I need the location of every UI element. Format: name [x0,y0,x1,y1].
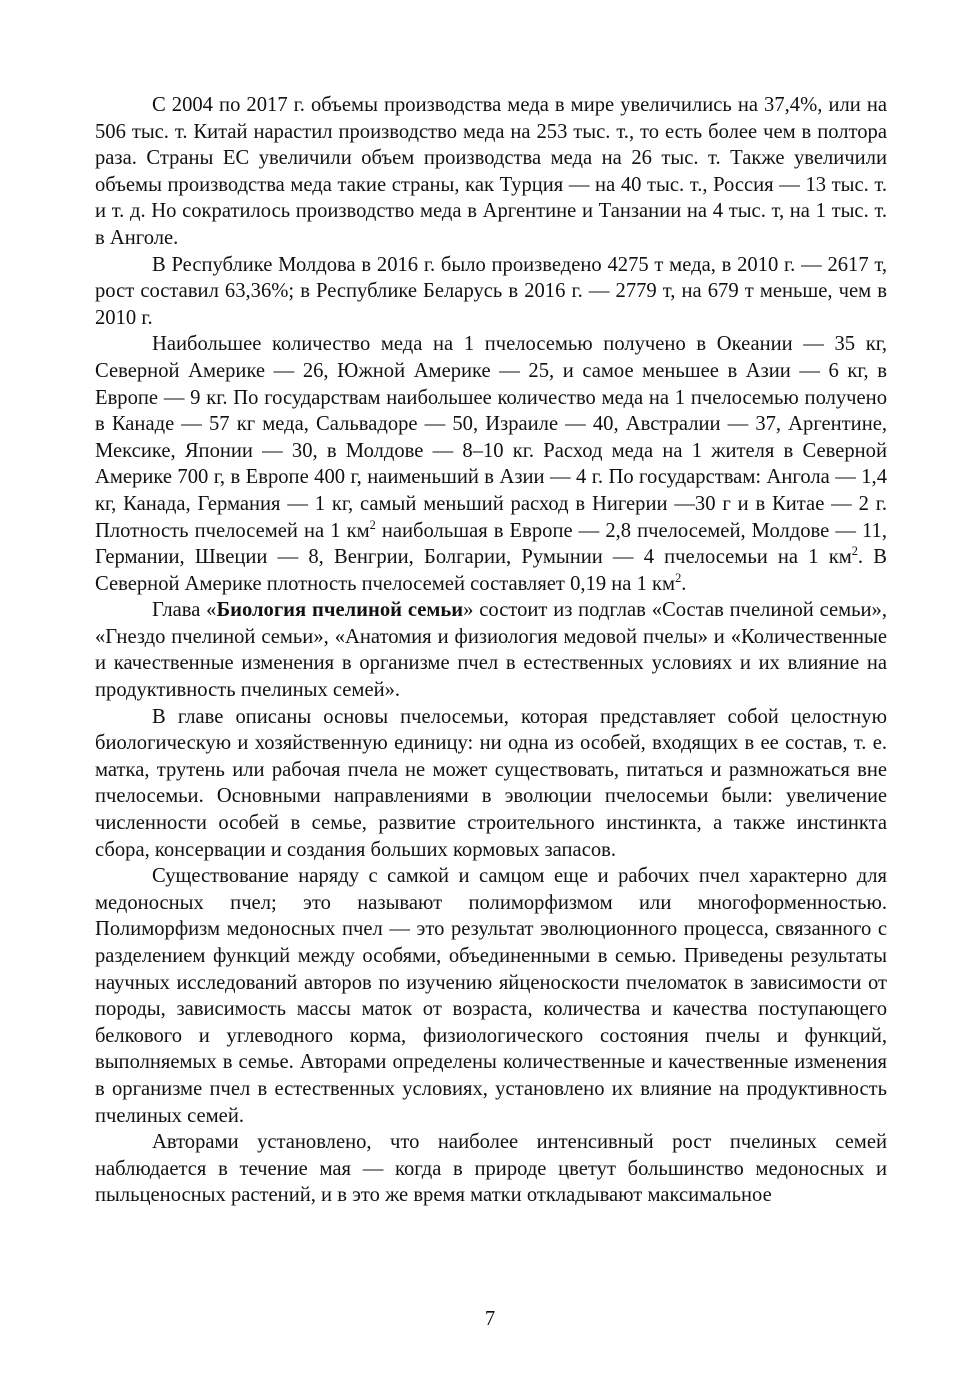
superscript-2: 2 [851,544,858,559]
paragraph-text-part: Наибольшее количество меда на 1 пчелосемью получено в Океании — 35 кг, Северной Америке — 26, Южной Америке — 25, и самое меньшее в Азии — 6 кг, в Европе — 9 кг. По государствам наибольшее количество меда на 1 пчелосемью получено в Канаде — 57 кг меда, Сальвадоре — 50, Израиле — 40, Австралии — 37, Аргентине, Мексике, Японии — 30, в Молдове — 8–10 кг. Расход меда на 1 жителя в Северной Америке 700 г, в Европе 400 г, наименьший в Азии — 4 г. По государствам: Ангола — 1,4 кг, Канада, Германия — 1 кг, самый меньший расход в Нигерии —30 г и в Китае — 2 г. Плотность пчелосемей на 1 км [95,333,887,542]
paragraph-colony-basics: В главе описаны основы пчелосемьи, которая представляет собой целостную биологическую и хозяйственную единицу: ни одна из особей, входящих в ее состав, т. е. матка, трутень или рабочая пчела не может существовать, питаться и размножаться вне пчелосемьи. Основными направлениями в эволюции пчелосемьи были: увеличение численности особей в семье, развитие строительного инстинкта, а также инстинкта сбора, консервации и создания больших кормовых запасов. [95,705,887,861]
paragraph-text-part: наибольшая в Европе — 2,8 пчелосемей, Молдове — 11, Германии, Швеции — 8, Венгрии, Болгарии, Румынии — 4 пчелосемьи на 1 км [95,519,887,569]
paragraph-text-part: Глава « [152,599,217,622]
paragraph-colony-growth: Авторами установлено, что наиболее интенсивный рост пчелиных семей наблюдается в течение мая — когда в природе цветут большинство медоносных и пыльценосных растений, и в это же время матки откладывают максимальное [95,1131,887,1207]
paragraph-text-part: . В Северной Америке плотность пчелосемей составляет 0,19 на 1 км [95,546,887,595]
page-number: 7 [484,1308,496,1330]
paragraph-polymorphism: Существование наряду с самкой и самцом еще и рабочих пчел характерно для медоносных пчел; это называют полиморфизмом или многоформенностью. Полиморфизм медоносных пчел — это результат эволюционного процесса, связанного с разделением функций между особями, объединенными в семью. Приведены результаты научных исследований авторов по изучению яйценоскости пчеломаток в зависимости от породы, зависимость массы маток от возраста, количества и качества поступающего белкового и углеводного корма, физиологического состояния пчелы и функций, выполняемых в семье. Авторами определены количественные и качественные изменения в организме пчел в естественных условиях, установлено их влияние на продуктивность пчелиных семей. [95,865,887,1127]
chapter-title-bold: Биология пчелиной семьи [216,599,464,622]
paragraph-honey-per-colony [95,331,887,597]
superscript-2: 2 [675,570,682,585]
paragraph-chapter-biology [95,597,887,703]
paragraph-text-part: . [681,572,687,595]
paragraph-moldova-belarus: В Республике Молдова в 2016 г. было произведено 4275 т меда, в 2010 г. — 2617 т, рост составил 63,36%; в Республике Беларусь в 2016 г. — 2779 т, на 679 т меньше, чем в 2010 г. [95,253,887,329]
paragraph-honey-production-world: С 2004 по 2017 г. объемы производства меда в мире увеличились на 37,4%, или на 506 тыс. т. Китай нарастил производство меда на 253 тыс. т., то есть более чем в полтора раза. Страны ЕС увеличили объем производства меда на 26 тыс. т. Также увеличили объемы производства меда такие страны, как Турция — на 40 тыс. т., Россия — 13 тыс. т. и т. д. Но сократилось производство меда в Аргентине и Танзании на 4 тыс. т, на 1 тыс. т. в Анголе. [95,94,887,249]
paragraph-text-part: » состоит из подглав «Состав пчелиной семьи», «Гнездо пчелиной семьи», «Анатомия и физиология медовой пчелы» и «Количественные и качественные изменения в организме пчел в естественных условиях и их влияние на продуктивность пчелиных семей». [95,599,887,702]
page-body [95,92,887,1209]
superscript-2: 2 [369,517,376,532]
